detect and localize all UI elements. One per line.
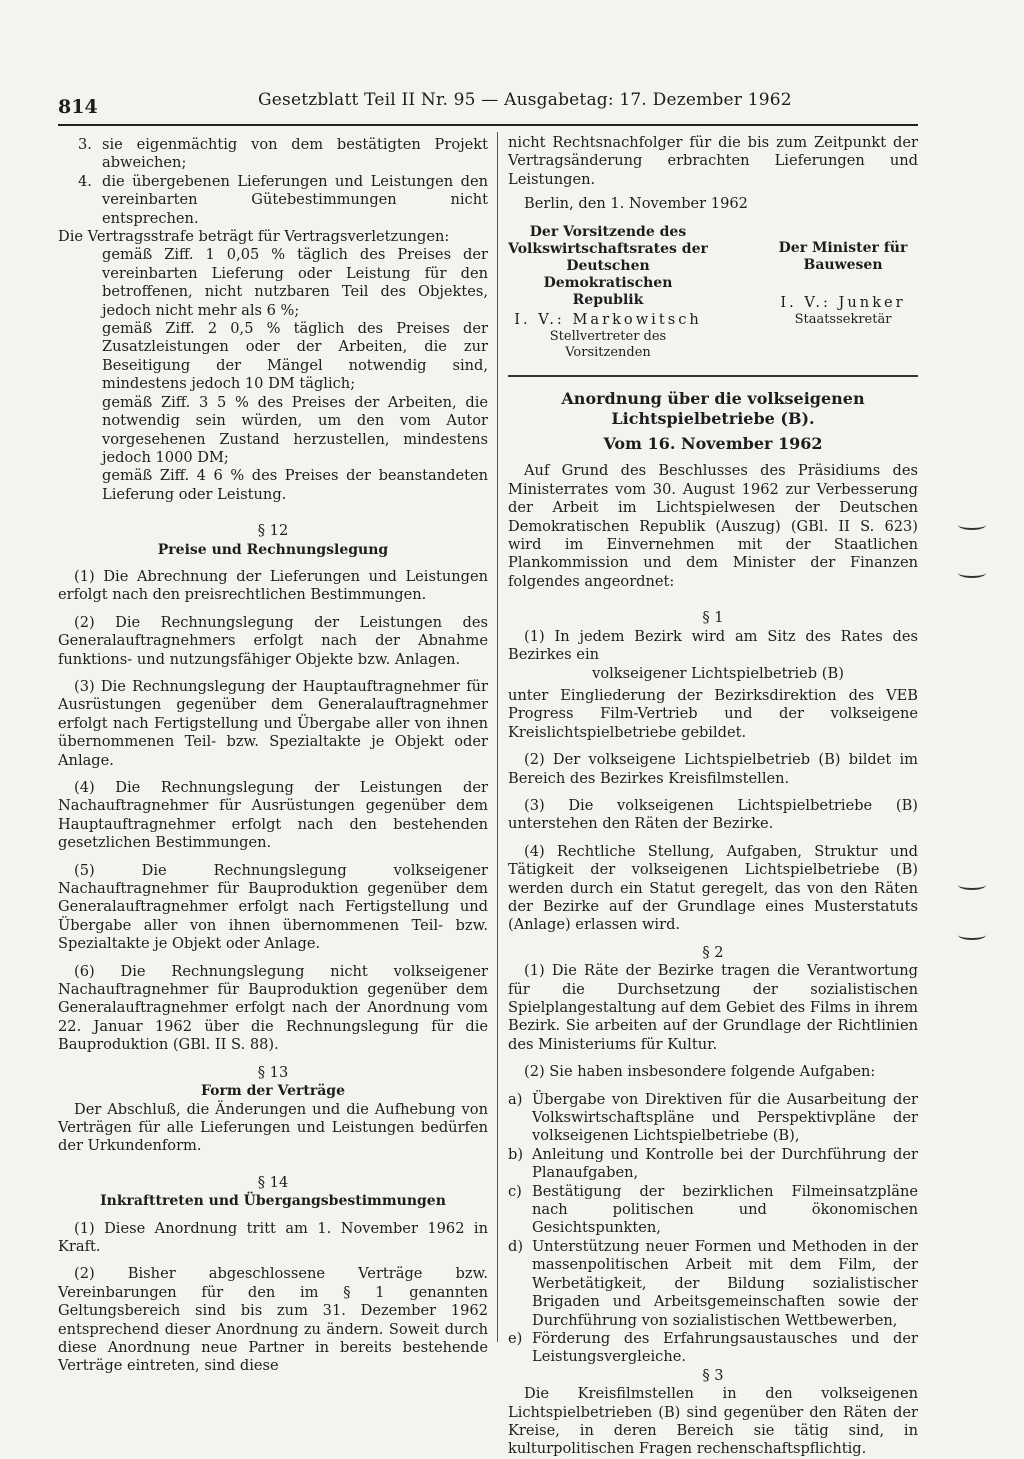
signatory-role: Staatssekretär xyxy=(794,312,892,328)
right-column xyxy=(508,134,918,1459)
section-title: Form der Verträge xyxy=(201,1083,345,1100)
signature-left xyxy=(508,224,708,361)
list-item: 3. sie eigenmächtig von dem bestätigten Projekt abweichen; xyxy=(78,136,488,172)
section-number: § 2 xyxy=(702,943,724,961)
signatory-name: I. V.: Junker xyxy=(780,293,906,311)
penalty-intro: Die Vertragsstrafe beträgt für Vertragsverletzungen: xyxy=(58,228,450,246)
paragraph: (1) Die Abrechnung der Lieferungen und Leistungen erfolgt nach den preisrechtlichen Bestimmungen. xyxy=(58,567,488,604)
page-number: 814 xyxy=(58,96,98,118)
penalty-item: gemäß Ziff. 2 0,5 % täglich des Preises der Zusatzleistungen oder der Arbeiten, die zur Beseitigung der Mängel notwendig sind, mindestens jedoch 10 DM täglich; xyxy=(102,320,488,393)
ordinance-title: Anordnung über die volkseigenen Lichtspielbetriebe (B). xyxy=(561,389,865,429)
section-number: § 1 xyxy=(702,609,724,627)
margin-mark xyxy=(958,520,986,530)
list-item: a) Übergabe von Direktiven für die Ausarbeitung der Volkswirtschaftspläne und Perspektivpläne der volkseigenen Lichtspielbetriebe (B), xyxy=(508,1090,918,1145)
place-date: Berlin, den 1. November 1962 xyxy=(524,195,748,213)
paragraph: nicht Rechtsnachfolger für die bis zum Zeitpunkt der Vertragsänderung erbrachten Lieferungen und Leistungen. xyxy=(508,134,918,188)
penalty-item: gemäß Ziff. 1 0,05 % täglich des Preises der vereinbarten Lieferung oder Leistung für den betroffenen, nicht nutzbaren Teil des Objektes, jedoch nicht mehr als 6 %; xyxy=(102,246,488,319)
margin-mark xyxy=(958,568,986,578)
list-item: d) Unterstützung neuer Formen und Methoden in der massenpolitischen Arbeit mit dem Film, der Werbetätigkeit, der Bildung sozialistischer Brigaden und Arbeitsgemeinschaften sowie der Durchführung von sozialistischen Wettbewerben, xyxy=(508,1237,918,1329)
paragraph: (2) Sie haben insbesondere folgende Aufgaben: xyxy=(524,1063,876,1081)
ordinance-date: Vom 16. November 1962 xyxy=(603,434,823,454)
list-item: e) Förderung des Erfahrungsaustausches und der Leistungsvergleiche. xyxy=(508,1329,918,1366)
section-title: Inkrafttreten und Übergangsbestimmungen xyxy=(100,1193,446,1210)
preamble: Auf Grund des Beschlusses des Präsidiums des Ministerrates vom 30. August 1962 zur Verbesserung der Arbeit im Lichtspielwesen der Deutschen Demokratischen Republik (Auszug) (GBl. II S. 623) wird im Einvernehmen mit der Staatlichen Plankommission und dem Minister der Finanzen folgendes angeordnet: xyxy=(508,462,918,590)
signatory-title: Der Vorsitzende des Volkswirtschaftsrates der Deutschen Demokratischen Republik xyxy=(508,223,708,308)
paragraph: (2) Der volkseigene Lichtspielbetrieb (B) bildet im Bereich des Bezirkes Kreisfilmstellen. xyxy=(508,751,918,787)
paragraph: (4) Rechtliche Stellung, Aufgaben, Struktur und Tätigkeit der volkseigenen Lichtspielbetriebe (B) werden durch ein Statut geregelt, das von den Räten der Bezirke auf der Grundlage eines Musterstatuts (Anlage) erlassen wird. xyxy=(508,842,918,934)
section-number: § 14 xyxy=(257,1173,289,1191)
signatory-role: Stellvertreter des Vorsitzenden xyxy=(549,329,667,361)
paragraph: (1) Diese Anordnung tritt am 1. November 1962 in Kraft. xyxy=(58,1219,488,1255)
section-number: § 13 xyxy=(257,1063,289,1081)
signature-block xyxy=(508,224,918,361)
list-item: b) Anleitung und Kontrolle bei der Durchführung der Planaufgaben, xyxy=(508,1145,918,1182)
signatory-name: I. V.: Markowitsch xyxy=(514,310,702,328)
paragraph: (4) Die Rechnungslegung der Leistungen der Nachauftragnehmer für Ausrüstungen gegenüber dem Hauptauftragnehmer erfolgt nach den bestehenden gesetzlichen Bestimmungen. xyxy=(58,779,488,852)
company-name: volkseigener Lichtspielbetrieb (B) xyxy=(592,664,844,682)
section-rule xyxy=(508,375,918,377)
section-title: Preise und Rechnungslegung xyxy=(157,541,389,558)
paragraph: Der Abschluß, die Änderungen und die Aufhebung von Verträgen für alle Lieferungen und Leistungen bedürfen der Urkundenform. xyxy=(58,1100,488,1155)
journal-title: Gesetzblatt Teil II Nr. 95 — Ausgabetag: 17. Dezember 1962 xyxy=(258,90,792,110)
penalty-item: gemäß Ziff. 4 6 % des Preises der beanstandeten Lieferung oder Leistung. xyxy=(102,467,488,503)
section-number: § 3 xyxy=(702,1366,724,1384)
section-number: § 12 xyxy=(257,522,289,540)
column-divider xyxy=(497,132,498,1342)
signatory-title: Der Minister für Bauwesen xyxy=(778,239,908,273)
signature-right xyxy=(768,224,918,361)
paragraph: (2) Die Rechnungslegung der Leistungen des Generalauftragnehmers erfolgt nach der Abnahme funktions- und nutzungsfähiger Objekte bzw. Anlagen. xyxy=(58,613,488,668)
paragraph: (1) In jedem Bezirk wird am Sitz des Rates des Bezirkes ein xyxy=(508,627,918,664)
paragraph: (2) Bisher abgeschlossene Verträge bzw. Vereinbarungen für den im § 1 genannten Geltungsbereich sind bis zum 31. Dezember 1962 entsprechend dieser Anordnung zu ändern. Soweit durch diese Anordnung neue Partner in bereits bestehende Verträge eintreten, sind diese xyxy=(58,1265,488,1375)
paragraph: (3) Die volkseigenen Lichtspielbetriebe (B) unterstehen den Räten der Bezirke. xyxy=(508,796,918,833)
paragraph: (5) Die Rechnungslegung volkseigener Nachauftragnehmer für Bauproduktion gegenüber dem Generalauftragnehmer erfolgt nach Fertigstellung und Übergabe aller von ihnen übernommenen Teil- bzw. Spezialtakte je Objekt oder Anlage. xyxy=(58,861,488,953)
penalty-item: gemäß Ziff. 3 5 % des Preises der Arbeiten, die notwendig sein würden, um den vom Autor vorgesehenen Zustand herzustellen, mindestens jedoch 1000 DM; xyxy=(102,393,488,466)
page-header xyxy=(58,90,918,126)
list-item: 4. die übergebenen Lieferungen und Leistungen den vereinbarten Gütebestimmungen nicht entsprechen. xyxy=(78,172,488,227)
paragraph: unter Eingliederung der Bezirksdirektion des VEB Progress Film-Vertrieb und der volkseigene Kreislichtspielbetriebe gebildet. xyxy=(508,686,918,741)
paragraph: (1) Die Räte der Bezirke tragen die Verantwortung für die Durchsetzung der sozialistischen Spielplangestaltung auf dem Gebiet des Films in ihrem Bezirk. Sie arbeiten auf der Grundlage der Richtlinien des Ministeriums für Kultur. xyxy=(508,962,918,1053)
paragraph: (6) Die Rechnungslegung nicht volkseigener Nachauftragnehmer für Bauproduktion gegenüber dem Generalauftragnehmer erfolgt nach der Anordnung vom 22. Januar 1962 über die Rechnungslegung für die Bauproduktion (GBl. II S. 88). xyxy=(58,962,488,1054)
left-column xyxy=(58,136,488,1376)
margin-mark xyxy=(958,930,986,940)
paragraph: (3) Die Rechnungslegung der Hauptauftragnehmer für Ausrüstungen gegenüber dem Generalauftragnehmer erfolgt nach Fertigstellung und Übergabe aller von ihnen übernommenen Teil- bzw. Spezialtakte je Objekt oder Anlage. xyxy=(58,677,488,769)
margin-mark xyxy=(958,880,986,890)
paragraph: Die Kreisfilmstellen in den volkseigenen Lichtspielbetrieben (B) sind gegenüber den Räten der Kreise, in deren Bereich sie tätig sind, in kulturpolitischen Fragen rechenschaftspflichtig. xyxy=(508,1385,918,1458)
list-item: c) Bestätigung der bezirklichen Filmeinsatzpläne nach politischen und ökonomischen Gesichtspunkten, xyxy=(508,1182,918,1237)
